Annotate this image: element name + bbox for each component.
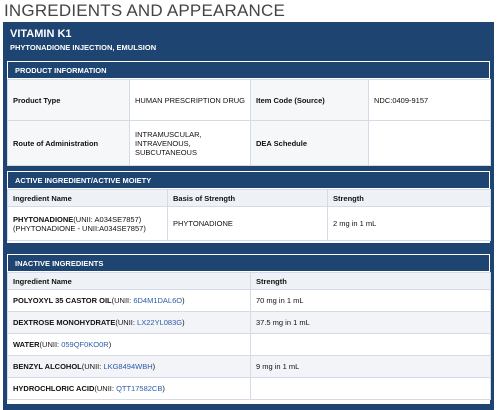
col-strength: Strength [328,190,491,207]
unii-link[interactable]: LX22YL083G [137,318,183,327]
active-strength-value: 2 mg in 1 mL [328,207,491,241]
product-information-heading: PRODUCT INFORMATION [7,61,490,79]
inactive-ingredients-heading: INACTIVE INGREDIENTS [7,254,490,272]
inactive-ingredient-cell [8,356,251,378]
unii-prefix: (UNII: [39,340,62,349]
table-row [8,207,491,241]
product-type-value: HUMAN PRESCRIPTION DRUG [130,80,251,121]
inactive-ingredients-panel [7,254,490,404]
col-basis-of-strength: Basis of Strength [168,190,328,207]
unii-prefix: (UNII: [115,318,138,327]
table-row [8,290,491,312]
dea-schedule-label: DEA Schedule [251,121,369,166]
ingredient-name: HYDROCHLORIC ACID [13,384,95,393]
table-row [8,312,491,334]
unii-link[interactable]: 6D4M1DAL6O [133,296,183,305]
inactive-ingredient-cell [8,378,251,400]
ingredient-name: BENZYL ALCOHOL [13,362,82,371]
inactive-strength [251,334,491,356]
active-ingredient-table [7,189,491,241]
item-code-value: NDC:0409-9157 [369,80,491,121]
ingredient-name: POLYOXYL 35 CASTOR OIL [13,296,112,305]
active-moiety: (PHYTONADIONE - UNII:A034SE7857) [13,223,146,233]
table-row [8,378,491,400]
inactive-strength: 37.5 mg in 1 mL [251,312,491,334]
dea-schedule-value [369,121,491,166]
unii-suffix: ) [182,296,185,305]
inactive-strength: 9 mg in 1 mL [251,356,491,378]
route-value: INTRAMUSCULAR, INTRAVENOUS, SUBCUTANEOUS [130,121,251,166]
unii-link[interactable]: LKG8494WBH [103,362,153,371]
inactive-strength: 70 mg in 1 mL [251,290,491,312]
col-ingredient-name: Ingredient Name [8,273,251,290]
page-title: INGREDIENTS AND APPEARANCE [4,1,286,20]
unii-suffix: ) [152,362,156,371]
product-name: VITAMIN K1 [10,28,72,40]
product-header [5,24,492,56]
product-type-label: Product Type [8,80,130,121]
unii-link[interactable]: QTT17582CB [116,384,163,393]
route-label: Route of Administration [8,121,130,166]
unii-link[interactable]: 059QF0KO0R [61,340,109,349]
active-ingredient-unii: (UNII: A034SE7857) [73,214,142,224]
active-ingredient-panel [7,171,490,243]
ingredient-name: DEXTROSE MONOHYDRATE [13,318,116,327]
table-header-row [8,190,491,207]
active-ingredient-name: PHYTONADIONE [13,214,74,224]
table-row [8,80,491,121]
inactive-strength [251,378,491,400]
ingredient-name: WATER [13,340,40,349]
unii-prefix: (UNII: [94,384,117,393]
item-code-label: Item Code (Source) [251,80,369,121]
unii-prefix: (UNII: [111,296,134,305]
active-ingredient-cell [8,207,168,241]
unii-prefix: (UNII: [81,362,104,371]
basis-of-strength-value: PHYTONADIONE [168,207,328,241]
inactive-ingredient-cell [8,334,251,356]
table-row [8,356,491,378]
table-row [8,121,491,166]
col-ingredient-name: Ingredient Name [8,190,168,207]
unii-suffix: ) [182,318,185,327]
inactive-ingredients-table [7,272,491,400]
table-header-row [8,273,491,290]
product-information-table [7,79,491,166]
product-information-panel [7,61,490,165]
unii-suffix: ) [162,384,165,393]
col-strength: Strength [251,273,491,290]
active-ingredient-heading: ACTIVE INGREDIENT/ACTIVE MOIETY [7,171,490,189]
table-row [8,334,491,356]
inactive-ingredient-cell [8,312,251,334]
product-description: PHYTONADIONE INJECTION, EMULSION [10,43,157,52]
unii-suffix: ) [108,340,112,349]
inactive-ingredient-cell [8,290,251,312]
